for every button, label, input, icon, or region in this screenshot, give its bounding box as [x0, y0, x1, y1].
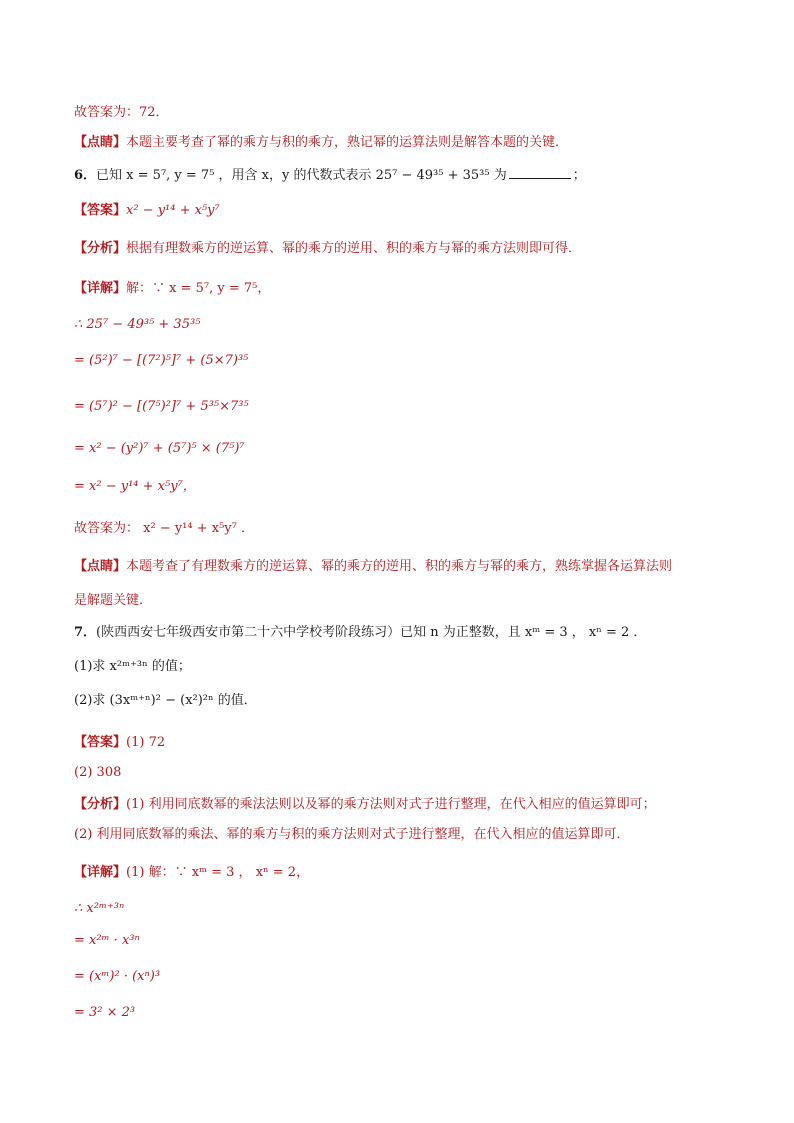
- tag-dianjing: 【点睛】: [74, 135, 127, 150]
- step-line: = (xᵐ)² · (xⁿ)³: [74, 969, 161, 984]
- step-line: = (5²)⁷ − [(7²)⁵]⁷ + (5×7)³⁵: [74, 353, 249, 368]
- question-6: [74, 166, 586, 185]
- analysis-text: 根据有理数乘方的逆运算、幂的乘方的逆用、积的乘方与幂的乘方法则即可得．: [126, 241, 582, 256]
- step-line: = x²ᵐ · x³ⁿ: [74, 933, 140, 948]
- answer-text: 故答案为：72．: [74, 105, 169, 120]
- comment-line: [74, 134, 568, 152]
- tag-analysis: 【分析】: [74, 797, 127, 812]
- analysis-6: [74, 240, 581, 258]
- question-7: [74, 624, 646, 642]
- answer-blank: [509, 166, 571, 179]
- answer-7: [74, 734, 165, 752]
- tag-detail: 【详解】: [74, 865, 127, 880]
- analysis-7: [74, 796, 656, 814]
- step-line: = 3² × 2³: [74, 1005, 136, 1020]
- tag-analysis: 【分析】: [74, 241, 127, 256]
- comment-line: [74, 558, 672, 576]
- answer-expression: x² − y¹⁴ + x⁵y⁷: [126, 203, 220, 218]
- comment-text: 本题主要考查了幂的乘方与积的乘方，熟记幂的运算法则是解答本题的关键．: [126, 135, 569, 150]
- step-line: = x² − (y²)⁷ + (5⁷)⁵ × (7⁵)⁷: [74, 441, 245, 456]
- step-line: = x² − y¹⁴ + x⁵y⁷，: [74, 479, 196, 494]
- tag-dianjing: 【点睛】: [74, 559, 127, 574]
- analysis-text-2: (2) 利用同底数幂的乘法、幂的乘方与积的乘方法则对式子进行整理，在代入相应的值运算即可．: [74, 827, 630, 842]
- detail-text: (1) 解：∵ xᵐ = 3 ， xⁿ = 2，: [126, 865, 310, 880]
- tag-answer: 【答案】: [74, 735, 127, 750]
- comment-text-cont: 是解题关键．: [74, 593, 153, 608]
- question-text: (陕西西安七年级西安市第二十六中学校考阶段练习）已知 n 为正整数，且 xᵐ = 3 ， xⁿ = 2 ．: [96, 625, 647, 640]
- step-line: ∴ x²ᵐ⁺³ⁿ: [74, 901, 125, 916]
- comment-text: 本题考查了有理数乘方的逆运算、幂的乘方的逆用、积的乘方与幂的乘方，熟练掌握各运算法则: [126, 559, 673, 574]
- answer-value-1: (1) 72: [126, 735, 166, 750]
- question-number: 7．: [74, 625, 97, 640]
- detail-6: [74, 280, 270, 298]
- question-text: 已知 x = 5⁷, y = 7⁵ ，用含 x，y 的代数式表示 25⁷ − 49³⁵ + 35³⁵ 为: [96, 168, 507, 183]
- detail-text: 解：∵ x = 5⁷, y = 7⁵，: [126, 281, 271, 296]
- step-line: = (5⁷)² − [(7⁵)²]⁷ + 5³⁵×7³⁵: [74, 399, 249, 414]
- step-line: ∴ 25⁷ − 49³⁵ + 35³⁵: [74, 317, 201, 332]
- tag-answer: 【答案】: [74, 203, 127, 218]
- detail-7: [74, 864, 309, 882]
- subquestion-1: (1)求 x²ᵐ⁺³ⁿ 的值；: [74, 659, 191, 674]
- answer-value-2: (2) 308: [74, 765, 122, 780]
- analysis-text: (1) 利用同底数幂的乘法法则以及幂的乘方法则对式子进行整理，在代入相应的值运算即可；: [126, 797, 656, 812]
- answer-6: [74, 202, 220, 220]
- question-number: 6．: [74, 168, 97, 183]
- tag-detail: 【详解】: [74, 281, 127, 296]
- question-end: ；: [572, 168, 586, 183]
- subquestion-2: (2)求 (3xᵐ⁺ⁿ)² − (x²)²ⁿ 的值．: [74, 693, 257, 708]
- answer-line: 故答案为： x² − y¹⁴ + x⁵y⁷ ．: [74, 521, 254, 536]
- answer-line: [74, 104, 169, 122]
